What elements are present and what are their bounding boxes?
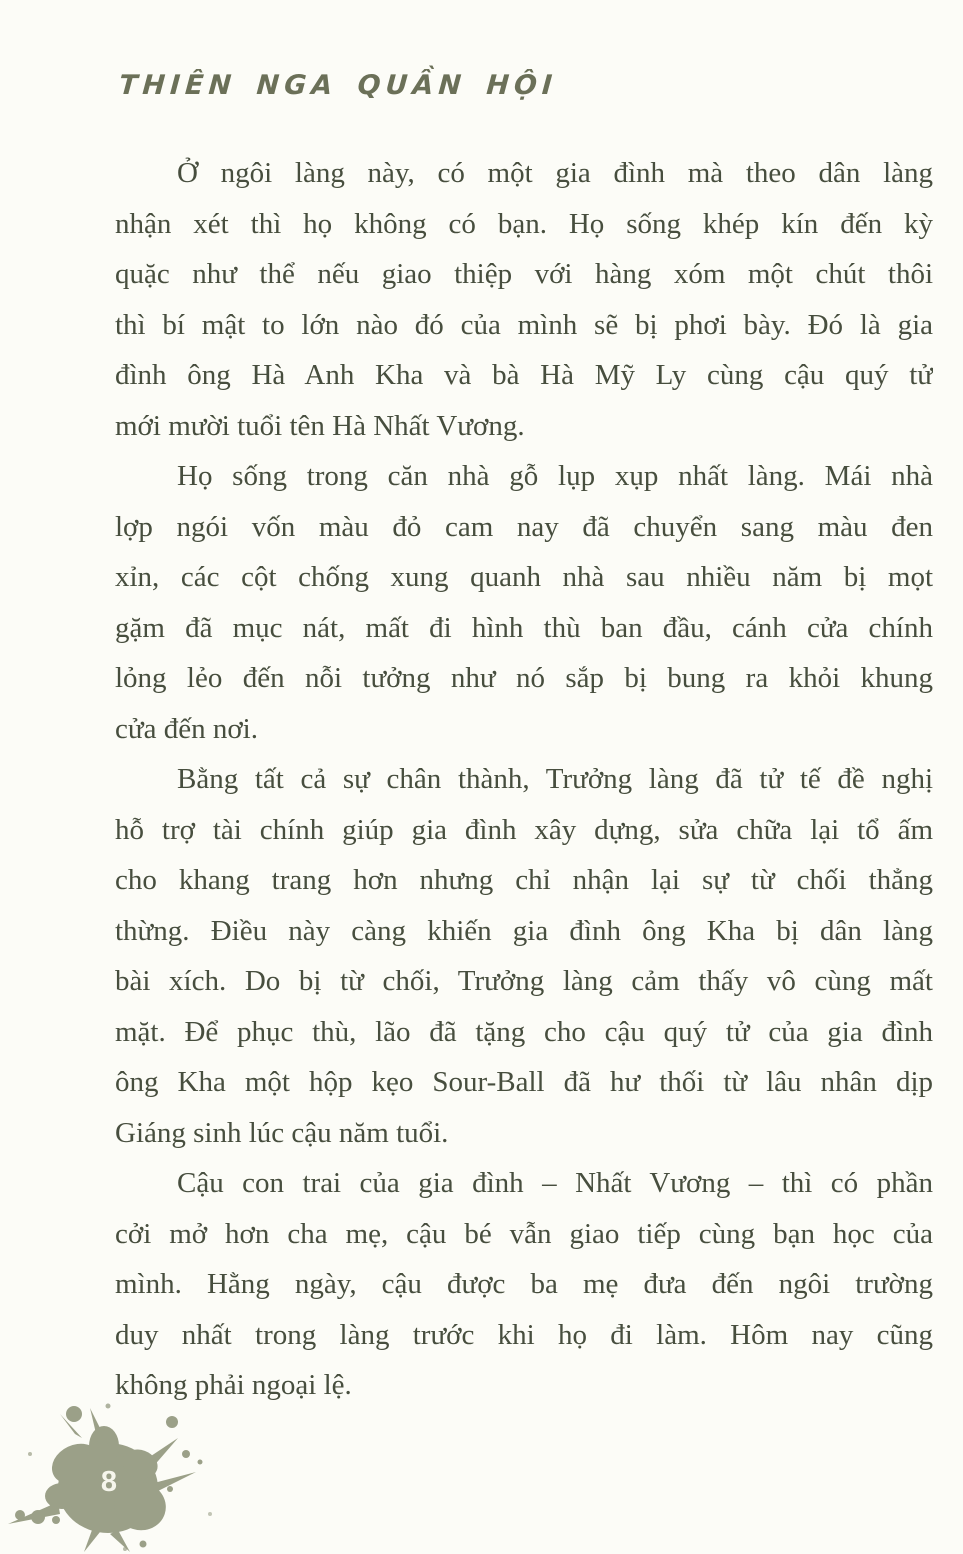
text-line: cho khang trang hơn nhưng chỉ nhận lại sự từ chối thẳng <box>115 864 933 896</box>
text-line: cửa đến nơi. <box>115 712 258 745</box>
text-line: bài xích. Do bị từ chối, Trưởng làng cảm thấy vô cùng mất <box>115 965 933 997</box>
text-line: Giáng sinh lúc cậu năm tuổi. <box>115 1116 449 1149</box>
body-text <box>115 148 933 1411</box>
text-line: thì bí mật to lớn nào đó của mình sẽ bị phơi bày. Đó là gia <box>115 308 933 341</box>
text-line: gặm đã mục nát, mất đi hình thù ban đầu, cánh cửa chính <box>115 611 933 644</box>
text-line: lợp ngói vốn màu đỏ cam nay đã chuyển sang màu đen <box>115 510 933 543</box>
text-line: mặt. Để phục thù, lão đã tặng cho cậu quý tử của gia đình <box>115 1015 933 1048</box>
ink-splat <box>0 1394 230 1554</box>
text-line: Cậu con trai của gia đình – Nhất Vương – thì có phần <box>177 1167 933 1199</box>
text-line: Bằng tất cả sự chân thành, Trưởng làng đã tử tế đề nghị <box>177 763 933 795</box>
text-line: duy nhất trong làng trước khi họ đi làm. Hôm nay cũng <box>115 1318 933 1351</box>
text-line: hỗ trợ tài chính giúp gia đình xây dựng, sửa chữa lại tổ ấm <box>115 813 933 846</box>
text-line: quặc như thể nếu giao thiệp với hàng xóm một chút thôi <box>115 258 933 290</box>
paragraph <box>115 148 933 451</box>
text-line: Họ sống trong căn nhà gỗ lụp xụp nhất làng. Mái nhà <box>177 460 933 492</box>
text-line: thừng. Điều này càng khiến gia đình ông Kha bị dân làng <box>115 914 933 947</box>
text-line: mới mười tuổi tên Hà Nhất Vương. <box>115 409 525 442</box>
text-line: Ở ngôi làng này, có một gia đình mà theo dân làng <box>177 157 933 189</box>
text-line: nhận xét thì họ không có bạn. Họ sống khép kín đến kỳ <box>115 207 933 240</box>
running-header: THIÊN NGA QUẦN HỘI <box>118 70 559 101</box>
text-line: ông Kha một hộp kẹo Sour-Ball đã hư thối từ lâu nhân dịp <box>115 1066 933 1098</box>
paragraph <box>115 451 933 754</box>
page-number: 8 <box>100 1466 118 1498</box>
text-line: lỏng lẻo đến nỗi tưởng như nó sắp bị bung ra khỏi khung <box>115 662 933 694</box>
text-line: mình. Hằng ngày, cậu được ba mẹ đưa đến ngôi trường <box>115 1268 933 1300</box>
paragraph <box>115 754 933 1158</box>
text-line: đình ông Hà Anh Kha và bà Hà Mỹ Ly cùng cậu quý tử <box>115 359 933 391</box>
paragraph <box>115 1158 933 1411</box>
text-line: cởi mở hơn cha mẹ, cậu bé vẫn giao tiếp cùng bạn học của <box>115 1217 933 1250</box>
text-line: không phải ngoại lệ. <box>115 1369 352 1401</box>
text-line: xỉn, các cột chống xung quanh nhà sau nhiều năm bị mọt <box>115 561 933 593</box>
